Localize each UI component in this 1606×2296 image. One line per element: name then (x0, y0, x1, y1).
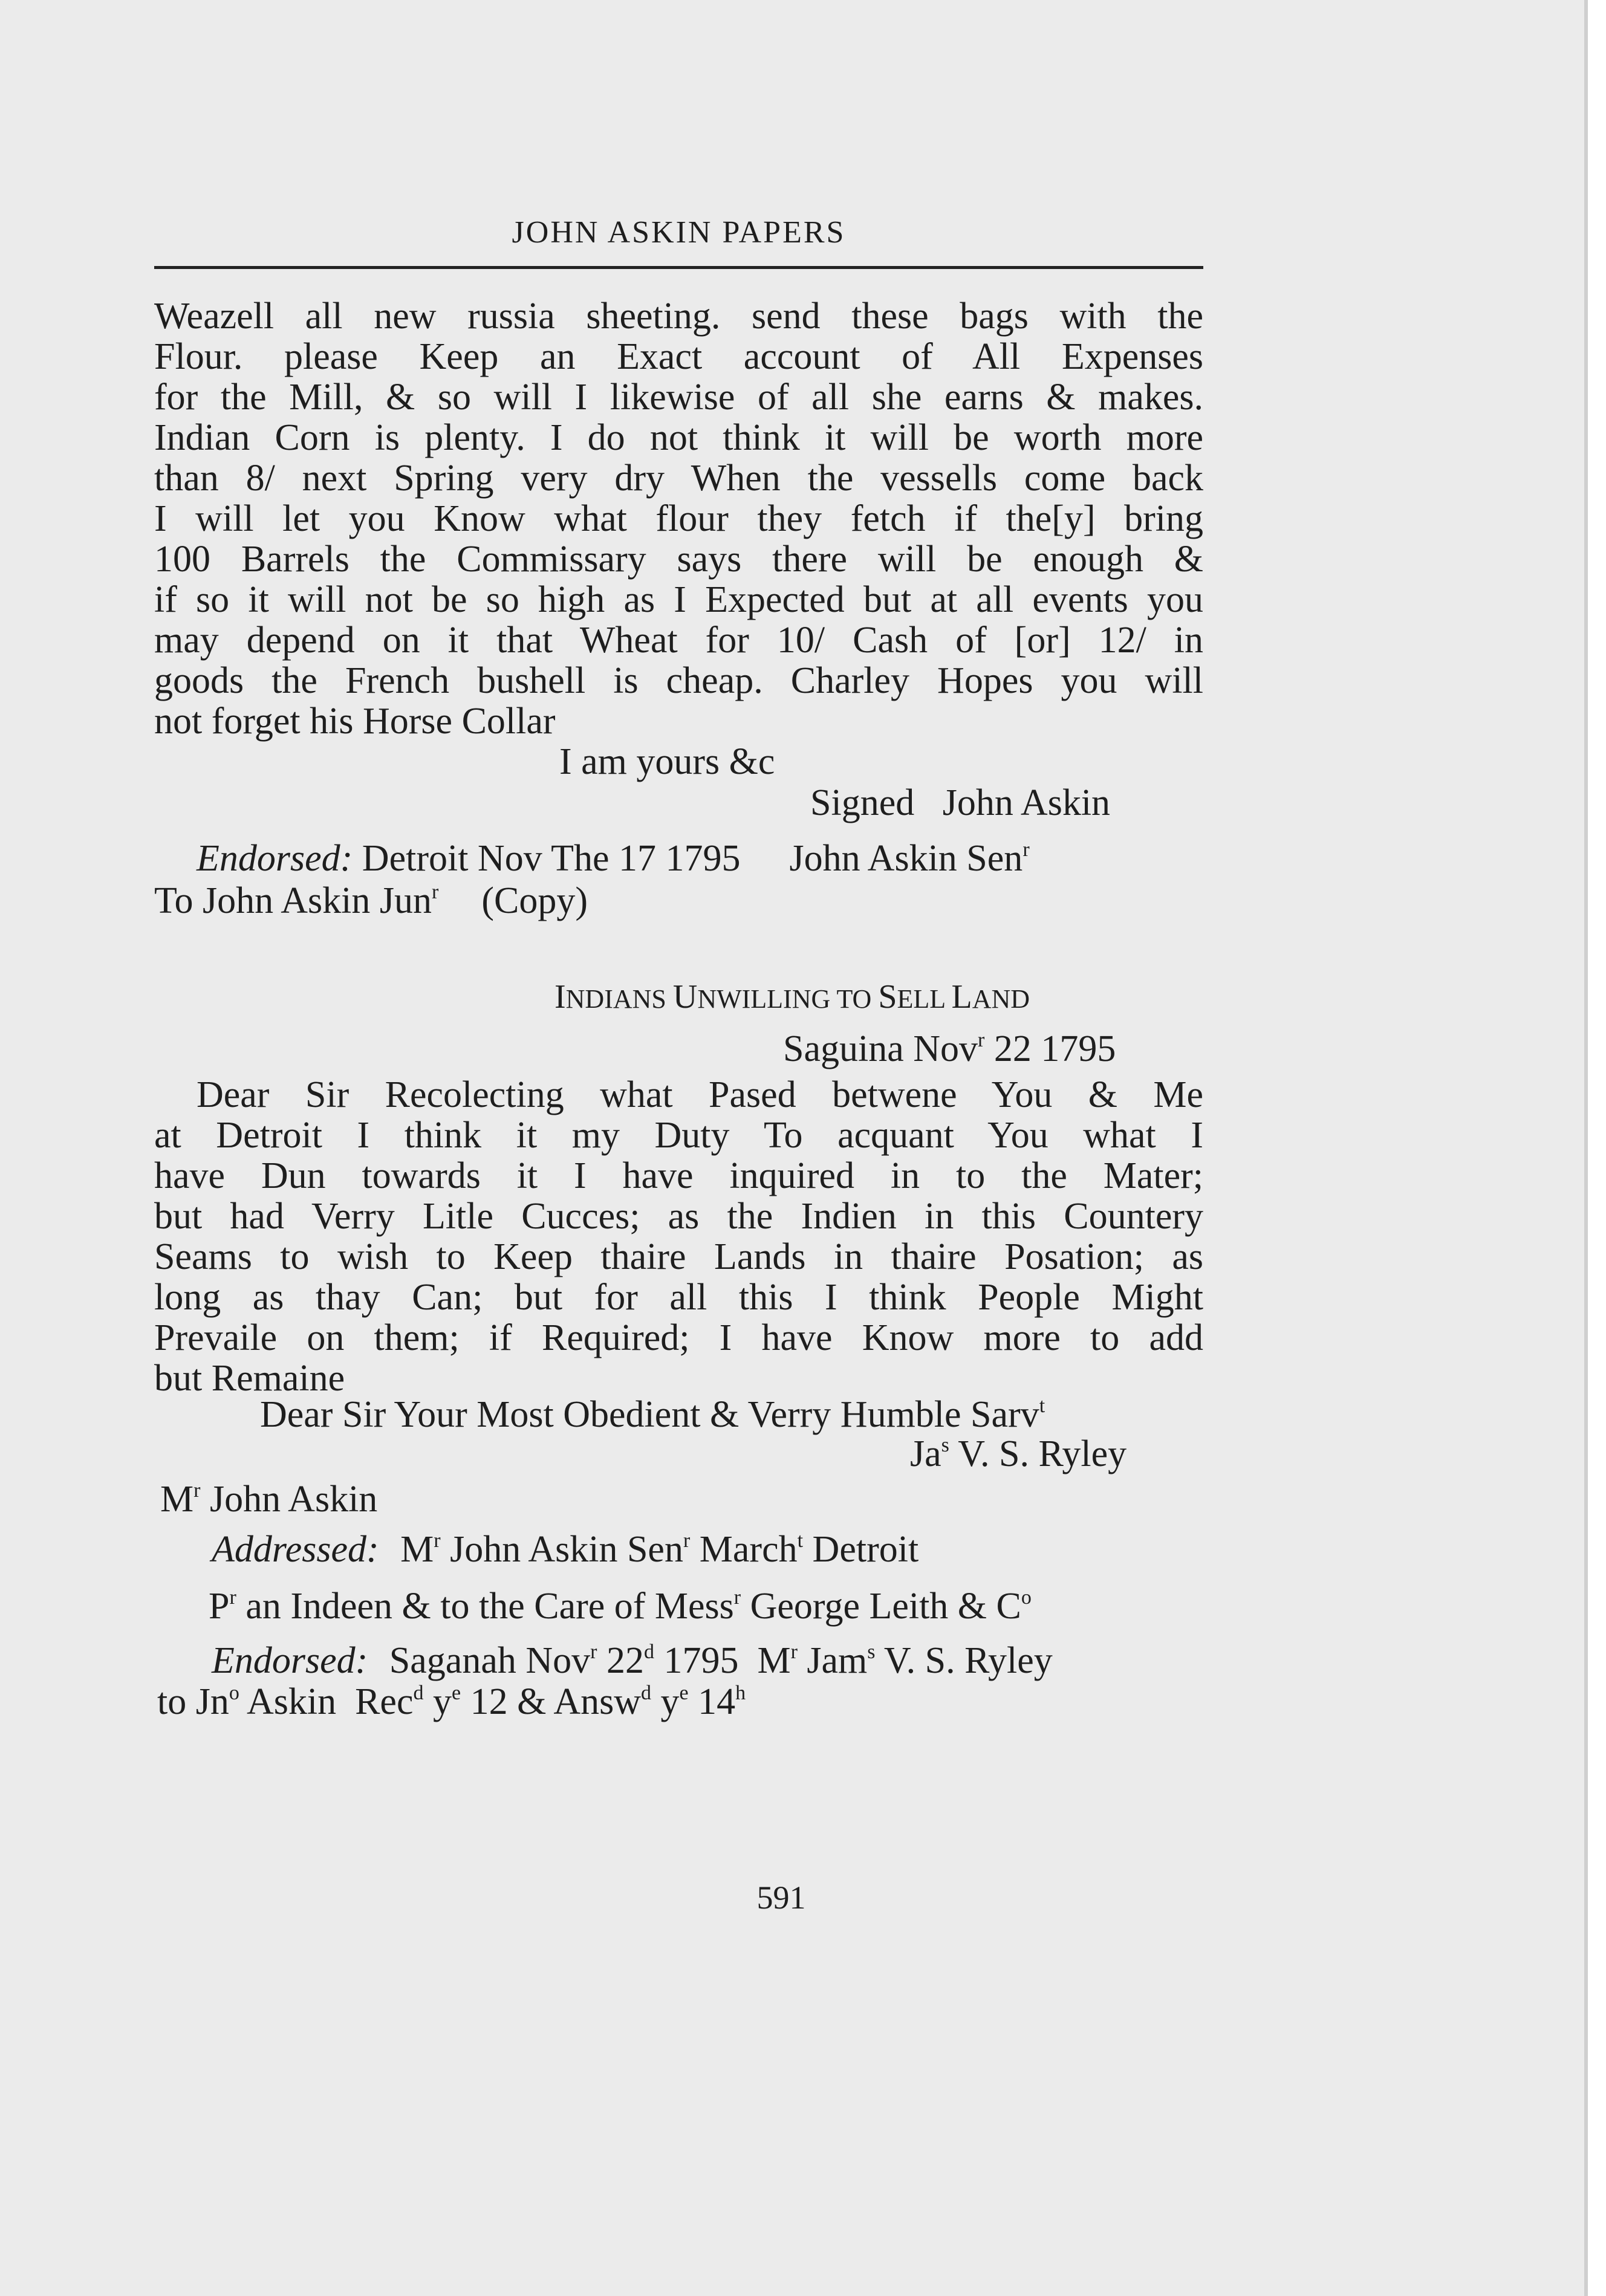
page-number: 591 (756, 1879, 806, 1916)
addressed-label: Addressed: (212, 1529, 379, 1570)
running-title: JOHN ASKIN PAPERS (512, 215, 846, 250)
letter-1-endorsement-line-2 (154, 880, 588, 923)
endorsed-label: Endorsed: (212, 1640, 368, 1681)
letter-2-recipient: $M^r$ John Askin (160, 1479, 378, 1520)
superscript: r (1022, 838, 1030, 861)
letter-2-paragraph (154, 1075, 1203, 1399)
letter-1-closing: I am yours &c (559, 741, 775, 782)
letter-2-endorsement-line-2: to Jn$^o$ Askin Rec$^d$ $y^e$ 12 & Answ$^d$ $y^e$ 14$^h$ (157, 1681, 746, 1722)
text-line: 100 Barrels the Commissary says there will be enough & (154, 539, 1203, 580)
running-header (154, 209, 1203, 269)
text-line: not forget his Horse Collar (154, 701, 556, 742)
superscript: r (432, 881, 439, 903)
endorsed-recipient: To John Askin Jun (154, 880, 432, 921)
letter-2-care-of: $P^r$ an Indeen & to the Care of Mess$^r$ George Leith & $C^o$ (209, 1586, 1032, 1627)
superscript: r (978, 1029, 985, 1051)
text-line: goods the French bushell is cheap. Charley Hopes you will (154, 660, 1203, 701)
text-line: Indian Corn is plenty. I do not think it will be worth more (154, 417, 1203, 458)
text-line: if so it will not be so high as I Expected but at all events you (154, 579, 1203, 620)
text-line: at Detroit I think it my Duty To acquant You what I (154, 1115, 1203, 1156)
superscript: t (1039, 1395, 1045, 1417)
letter-1-body (154, 296, 1203, 742)
superscript: r (193, 1479, 201, 1502)
superscript: s (941, 1434, 949, 1456)
endorsed-text: Detroit Nov The 17 1795 (362, 838, 741, 879)
text-line: Prevaile on them; if Required; I have Know more to add (154, 1317, 1203, 1358)
text-line: Dear Sir Recolecting what Pased betwene You & Me (197, 1074, 1203, 1115)
text-line: have Dun towards it I have inquired in to the Mater; (154, 1155, 1203, 1196)
letter-1-signature: Signed John Askin (810, 782, 1111, 823)
endorsed-name: John Askin Sen (789, 838, 1023, 879)
text-line: Seams to wish to Keep thaire Lands in thaire Posation; as (154, 1236, 1203, 1277)
letter-2-closing: Dear Sir Your Most Obedient & Verry Humble Sarv$^t$ (260, 1394, 1045, 1435)
copy-note: (Copy) (481, 880, 588, 921)
letter-2-body (154, 1075, 1203, 1399)
text-line: Weazell all new russia sheeting. send these bags with the (154, 296, 1203, 337)
text-line: Flour. please Keep an Exact account of All Expenses (154, 336, 1203, 377)
section-heading: INDIANS UNWILLING TO SELL LAND (554, 978, 1030, 1016)
letter-2-address: Addressed: $M^r$ John Askin Sen$^r$ March$^t$ Detroit (212, 1529, 919, 1570)
letter-1-paragraph (154, 296, 1203, 742)
text-line: for the Mill, & so will I likewise of all she earns & makes. (154, 377, 1203, 418)
text-line: I will let you Know what flour they fetch if the[y] bring (154, 498, 1203, 539)
letter-2-signature: Ja$^s$ V. S. Ryley (910, 1433, 1127, 1474)
text-line: but had Verry Litle Cucces; as the Indien in this Countery (154, 1196, 1203, 1237)
text-line: than 8/ next Spring very dry When the vessells come back (154, 458, 1203, 499)
letter-1-endorsement (197, 837, 1030, 880)
letter-2-dateline: Saguina Nov$^r$ 22 1795 (783, 1028, 1116, 1069)
text-line: long as thay Can; but for all this I think People Might (154, 1277, 1203, 1318)
text-line: may depend on it that Wheat for 10/ Cash of [or] 12/ in (154, 620, 1203, 661)
letter-2-endorsement: Endorsed: Saganah Nov$^r$ 22$^d$ 1795 $M^r$ Jam$^s$ V. S. Ryley (212, 1640, 1053, 1681)
endorsed-label: Endorsed: (197, 838, 353, 879)
text-line: but Remaine (154, 1358, 345, 1399)
